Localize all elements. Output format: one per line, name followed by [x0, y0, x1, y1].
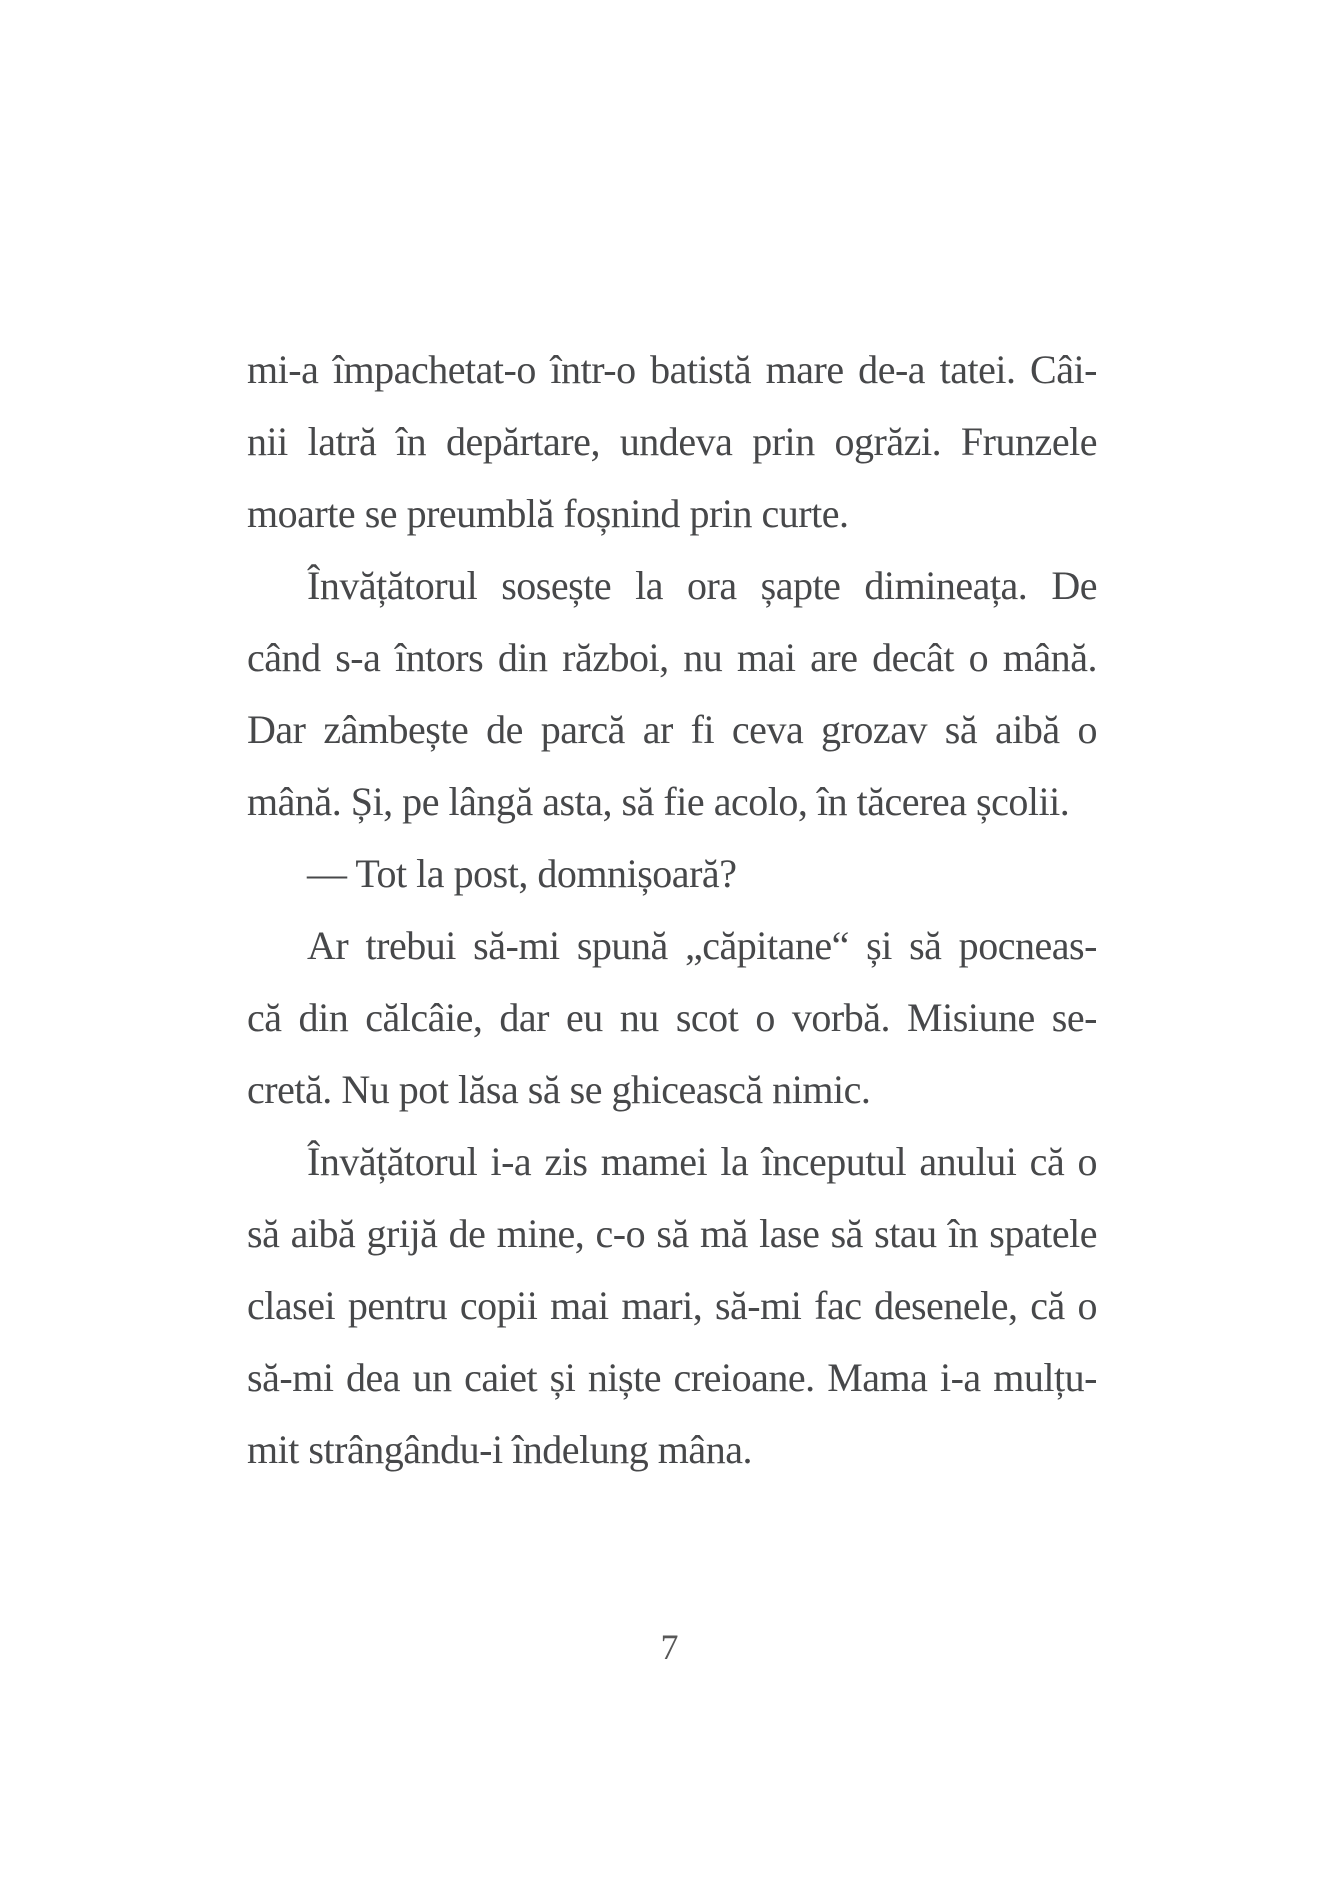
- paragraph: [247, 334, 1097, 550]
- text-line: moarte se preumblă foșnind prin curte.: [247, 491, 849, 536]
- paragraph: [247, 838, 1097, 910]
- text-line: clasei pentru copii mai mari, să-mi fac desenele, că o: [247, 1283, 1097, 1328]
- paragraph: [247, 910, 1097, 1126]
- text-line: Învățătorul sosește la ora șapte dimineața. De: [307, 563, 1097, 608]
- text-line: că din călcâie, dar eu nu scot o vorbă. Misiune se-: [247, 995, 1097, 1040]
- text-line: să-mi dea un caiet și niște creioane. Mama i-a mulțu-: [247, 1355, 1097, 1400]
- paragraph: [247, 1126, 1097, 1486]
- text-line: Învățătorul i-a zis mamei la începutul anului că o: [307, 1139, 1097, 1184]
- text-line: mit strângându-i îndelung mâna.: [247, 1427, 753, 1472]
- text-line: — Tot la post, domnișoară?: [307, 851, 737, 896]
- paragraph: [247, 550, 1097, 838]
- page-text: [247, 334, 1097, 1486]
- page-number: 7: [660, 1627, 679, 1667]
- text-line: cretă. Nu pot lăsa să se ghicească nimic.: [247, 1067, 871, 1112]
- text-line: să aibă grijă de mine, c-o să mă lase să stau în spatele: [247, 1211, 1097, 1256]
- text-line: Dar zâmbește de parcă ar fi ceva grozav să aibă o: [247, 707, 1097, 752]
- text-line: mână. Și, pe lângă asta, să fie acolo, în tăcerea școlii.: [247, 779, 1070, 824]
- text-line: Ar trebui să-mi spună „căpitane“ și să pocneas-: [307, 923, 1097, 968]
- text-line: când s-a întors din război, nu mai are decât o mână.: [247, 635, 1097, 680]
- text-line: mi-a împachetat-o într-o batistă mare de-a tatei. Câi-: [247, 347, 1097, 392]
- text-line: nii latră în depărtare, undeva prin ogrăzi. Frunzele: [247, 419, 1097, 464]
